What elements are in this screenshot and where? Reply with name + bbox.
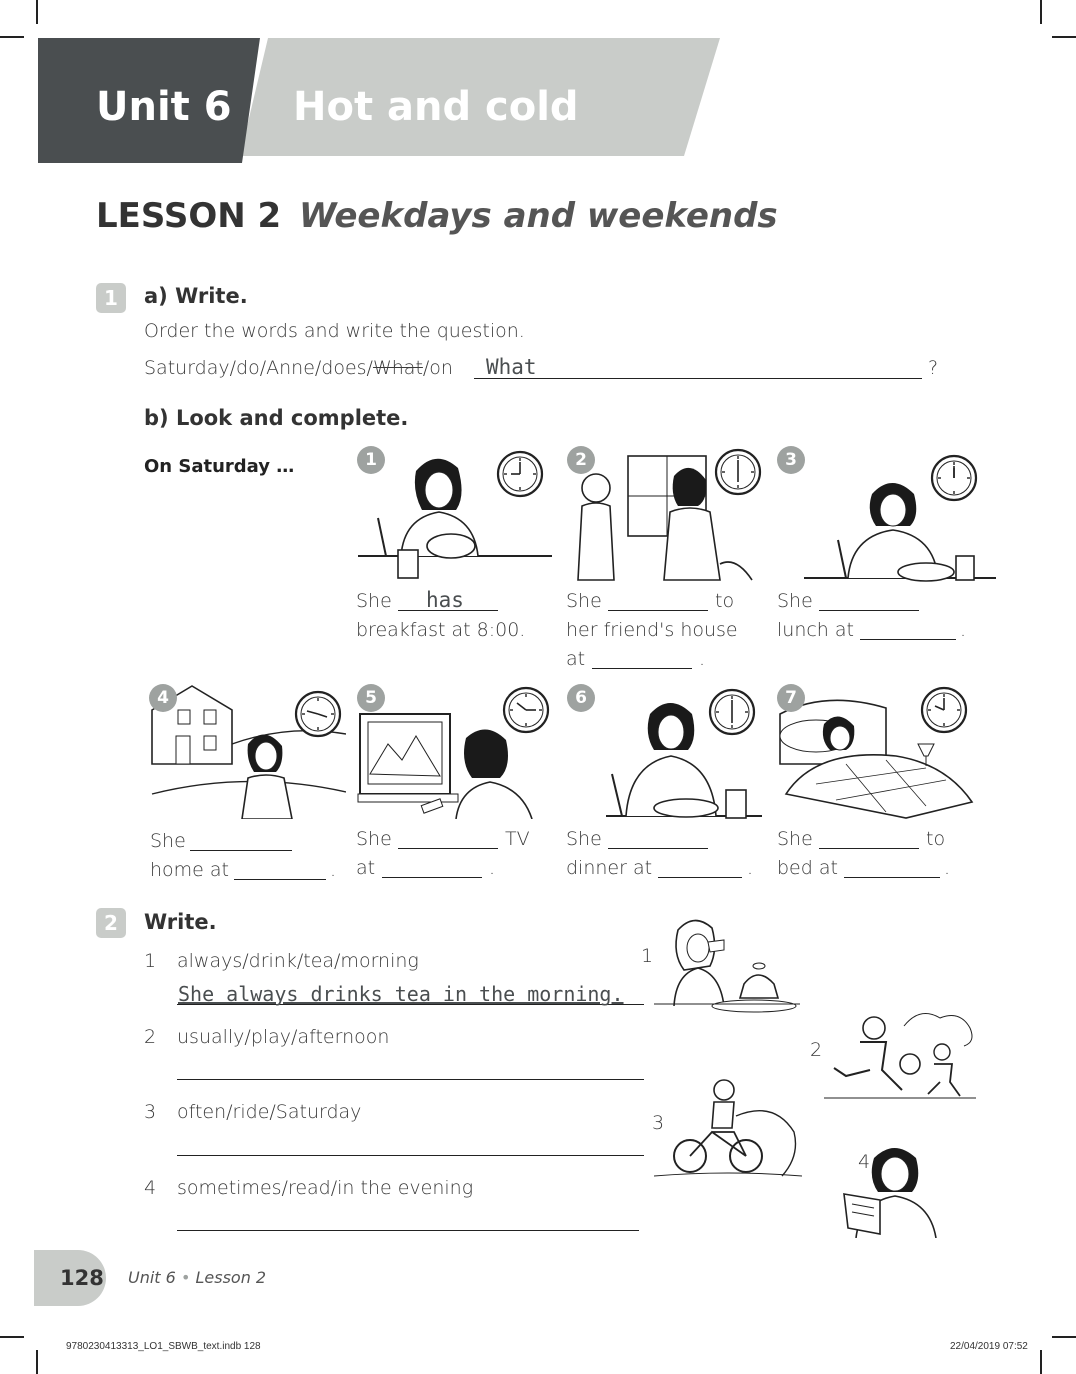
item-7-line2: bed at	[777, 857, 838, 879]
exercise-a-prompt: Saturday/do/Anne/does/What/on	[144, 357, 453, 379]
exercise-b-intro: On Saturday …	[144, 456, 295, 477]
item-3-end: .	[960, 619, 967, 641]
item-2-line3: at	[566, 648, 586, 670]
crop-mark	[1052, 36, 1076, 38]
answer-line[interactable]	[608, 610, 708, 611]
answer-line[interactable]	[844, 877, 940, 878]
exercise-a-instruction: Order the words and write the question.	[144, 320, 525, 342]
item-6-she: She	[566, 828, 602, 850]
exercise-b-heading: b) Look and complete.	[144, 406, 409, 430]
item-4-end: .	[330, 859, 337, 881]
picture-tv	[356, 684, 552, 819]
picture-football	[824, 1006, 976, 1102]
picture-bed	[776, 684, 976, 819]
picture-reading	[840, 1138, 946, 1238]
item-5-end: .	[489, 857, 496, 879]
ex2-item-4-number: 4	[144, 1177, 157, 1199]
picture-number: 6	[567, 684, 595, 712]
item-2-she: She	[566, 590, 602, 612]
ex2-item-2-prompt: usually/play/afternoon	[177, 1026, 390, 1048]
answer-line[interactable]	[658, 877, 742, 878]
answer-line[interactable]	[474, 378, 922, 379]
item-7-end: .	[944, 857, 951, 879]
picture-number: 3	[777, 446, 805, 474]
lesson-label: LESSON 2	[96, 196, 282, 236]
picture-breakfast	[356, 446, 552, 581]
picture-drinking-tea	[654, 910, 800, 1014]
picture-lunch	[776, 446, 996, 586]
answer-line[interactable]	[398, 848, 498, 849]
answer-line[interactable]	[819, 610, 919, 611]
footer-label: Unit 6 • Lesson 2	[128, 1268, 267, 1287]
ex2-item-3-number: 3	[144, 1101, 157, 1123]
picture-home	[148, 684, 346, 819]
item-6-line2: dinner at	[566, 857, 653, 879]
picture-number: 4	[149, 684, 177, 712]
picture-number: 5	[357, 684, 385, 712]
answer-line[interactable]	[608, 848, 708, 849]
ex2-picture-label: 4	[858, 1151, 871, 1173]
item-7-she: She	[777, 828, 813, 850]
answer-line[interactable]	[382, 877, 482, 878]
item-4-line2: home at	[150, 859, 229, 881]
answer-line[interactable]	[860, 639, 956, 640]
print-file-info: 9780230413313_LO1_SBWB_text.indb 128	[66, 1341, 261, 1352]
answer-line[interactable]	[177, 1155, 644, 1156]
item-5-she: She	[356, 828, 392, 850]
picture-number: 2	[567, 446, 595, 474]
item-1-answer: has	[426, 588, 464, 612]
exercise-number: 2	[96, 908, 126, 938]
ex2-item-1-number: 1	[144, 950, 157, 972]
ex2-item-1-prompt: always/drink/tea/morning	[177, 950, 419, 972]
picture-dinner	[566, 684, 762, 819]
picture-number: 7	[777, 684, 805, 712]
question-mark: ?	[928, 357, 939, 379]
picture-number: 1	[357, 446, 385, 474]
item-3-line2: lunch at	[777, 619, 854, 641]
item-2-line2: her friend's house	[566, 619, 738, 641]
item-2-end: .	[699, 648, 706, 670]
item-5-line2: at	[356, 857, 376, 879]
exercise-2-heading: Write.	[144, 910, 217, 934]
unit-number: Unit 6	[96, 84, 232, 130]
lesson-heading	[96, 196, 778, 236]
print-date-info: 22/04/2019 07:52	[950, 1341, 1028, 1352]
answer-line[interactable]	[177, 1230, 639, 1231]
item-1-line2: breakfast at 8:00.	[356, 619, 526, 641]
item-2-after: to	[715, 590, 735, 612]
exercise-a-heading: a) Write.	[144, 284, 248, 308]
handwritten-answer: What	[486, 355, 537, 379]
crop-mark	[0, 1336, 24, 1338]
crop-mark	[1052, 1336, 1076, 1338]
page-number: 128	[60, 1266, 104, 1290]
exercise-number: 1	[96, 283, 126, 313]
lesson-subtitle: Weekdays and weekends	[299, 196, 778, 236]
item-5-after: TV	[505, 828, 530, 850]
answer-line[interactable]	[592, 668, 692, 669]
picture-bike	[654, 1076, 802, 1178]
ex2-item-1-answer: She always drinks tea in the morning.	[178, 982, 624, 1006]
ex2-item-4-prompt: sometimes/read/in the evening	[177, 1177, 474, 1199]
answer-line[interactable]	[177, 1079, 644, 1080]
item-3-she: She	[777, 590, 813, 612]
item-7-after: to	[926, 828, 946, 850]
crop-mark	[0, 36, 24, 38]
picture-friends-house	[566, 446, 762, 581]
crop-mark	[36, 1350, 38, 1374]
ex2-item-3-prompt: often/ride/Saturday	[177, 1101, 362, 1123]
item-4-she: She	[150, 830, 186, 852]
ex2-item-2-number: 2	[144, 1026, 157, 1048]
answer-line[interactable]	[819, 848, 919, 849]
crop-mark	[1040, 1350, 1042, 1374]
ex2-picture-label: 2	[810, 1039, 823, 1061]
ex2-picture-label: 3	[652, 1112, 665, 1134]
crop-mark	[1040, 0, 1042, 24]
item-6-end: .	[747, 857, 754, 879]
answer-line[interactable]	[190, 850, 292, 851]
unit-title: Hot and cold	[293, 84, 579, 130]
answer-line[interactable]	[234, 879, 326, 880]
ex2-picture-label: 1	[641, 945, 654, 967]
crop-mark	[36, 0, 38, 24]
item-1-she: She	[356, 590, 392, 612]
